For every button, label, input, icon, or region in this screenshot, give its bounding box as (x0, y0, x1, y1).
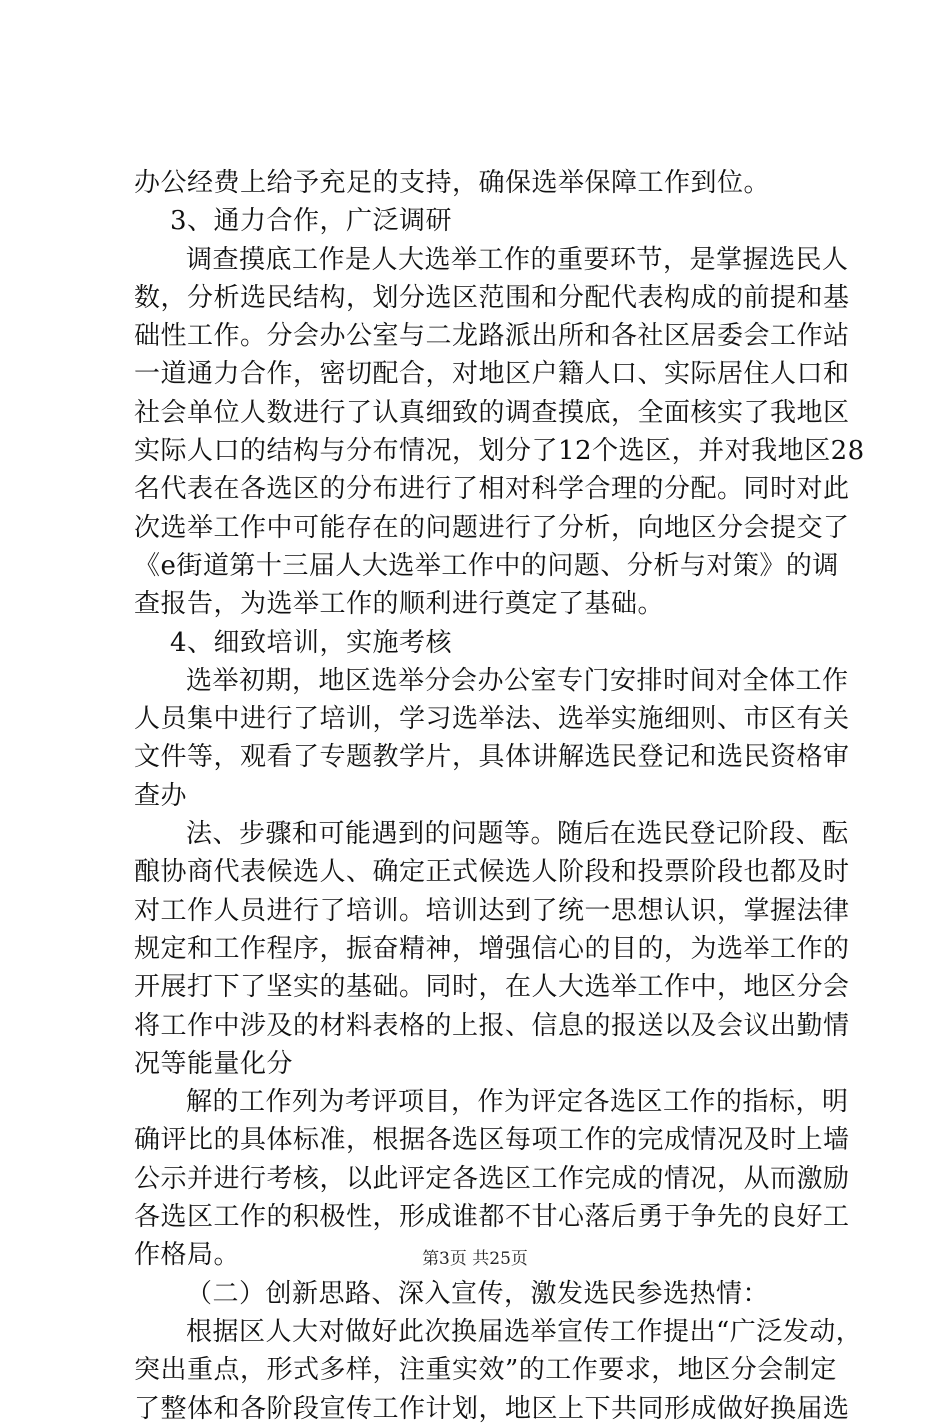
text-line: 次选举工作中可能存在的问题进行了分析，向地区分会提交了 (134, 512, 850, 543)
page-footer: 第3页 共25页 (422, 1249, 528, 1269)
text-line: 《e街道第十三届人大选举工作中的问题、分析与对策》的调 (134, 550, 839, 581)
text-line: 选举初期，地区选举分会办公室专门安排时间对全体工作 (186, 665, 849, 696)
text-line: 了整体和各阶段宣传工作计划，地区上下共同形成做好换届选 (134, 1393, 850, 1424)
text-line: 将工作中涉及的材料表格的上报、信息的报送以及会议出勤情 (134, 1010, 850, 1041)
text-line: 社会单位人数进行了认真细致的调查摸底，全面核实了我地区 (134, 397, 850, 428)
text-line: 规定和工作程序，振奋精神，增强信心的目的，为选举工作的 (134, 933, 850, 964)
text-line: 查报告，为选举工作的顺利进行奠定了基础。 (134, 589, 665, 620)
text-line: 文件等，观看了专题教学片，具体讲解选民登记和选民资格审 (134, 742, 850, 773)
text-line: 础性工作。分会办公室与二龙路派出所和各社区居委会工作站 (134, 321, 850, 352)
text-line: 实际人口的结构与分布情况，划分了12个选区，并对我地区28 (134, 436, 865, 467)
text-line: 确评比的具体标准，根据各选区每项工作的完成情况及时上墙 (134, 1125, 850, 1156)
text-line: 公示并进行考核，以此评定各选区工作完成的情况，从而激励 (134, 1163, 850, 1194)
section-heading: （二）创新思路、深入宣传，激发选民参选热情： (186, 1278, 770, 1309)
text-line: 开展打下了坚实的基础。同时，在人大选举工作中，地区分会 (134, 972, 850, 1003)
text-line: 法、步骤和可能遇到的问题等。随后在选民登记阶段、酝 (186, 819, 849, 850)
section-heading: 3、通力合作，广泛调研 (170, 206, 453, 237)
text-line: 对工作人员进行了培训。培训达到了统一思想认识，掌握法律 (134, 895, 850, 926)
text-line: 突出重点，形式多样，注重实效”的工作要求，地区分会制定 (134, 1355, 837, 1386)
text-line: 况等能量化分 (134, 1048, 294, 1079)
text-line: 数，分析选民结构，划分选区范围和分配代表构成的前提和基 (134, 282, 850, 313)
text-line: 一道通力合作，密切配合，对地区户籍人口、实际居住人口和 (134, 359, 850, 390)
text-line: 解的工作列为考评项目，作为评定各选区工作的指标，明 (186, 1087, 849, 1118)
text-line: 名代表在各选区的分布进行了相对科学合理的分配。同时对此 (134, 474, 850, 505)
text-line: 作格局。 (134, 1240, 241, 1271)
section-heading: 4、细致培训，实施考核 (170, 627, 453, 658)
document-body (134, 164, 865, 1428)
text-line: 查办 (134, 780, 188, 811)
text-line: 人员集中进行了培训，学习选举法、选举实施细则、市区有关 (134, 704, 850, 735)
text-line: 根据区人大对做好此次换届选举宣传工作提出“广泛发动， (186, 1316, 863, 1347)
text-line: 酿协商代表候选人、确定正式候选人阶段和投票阶段也都及时 (134, 857, 850, 888)
text-line: 调查摸底工作是人大选举工作的重要环节，是掌握选民人 (186, 244, 849, 275)
text-line: 各选区工作的积极性，形成谁都不甘心落后勇于争先的良好工 (134, 1202, 850, 1233)
text-line: 办公经费上给予充足的支持，确保选举保障工作到位。 (134, 168, 771, 198)
